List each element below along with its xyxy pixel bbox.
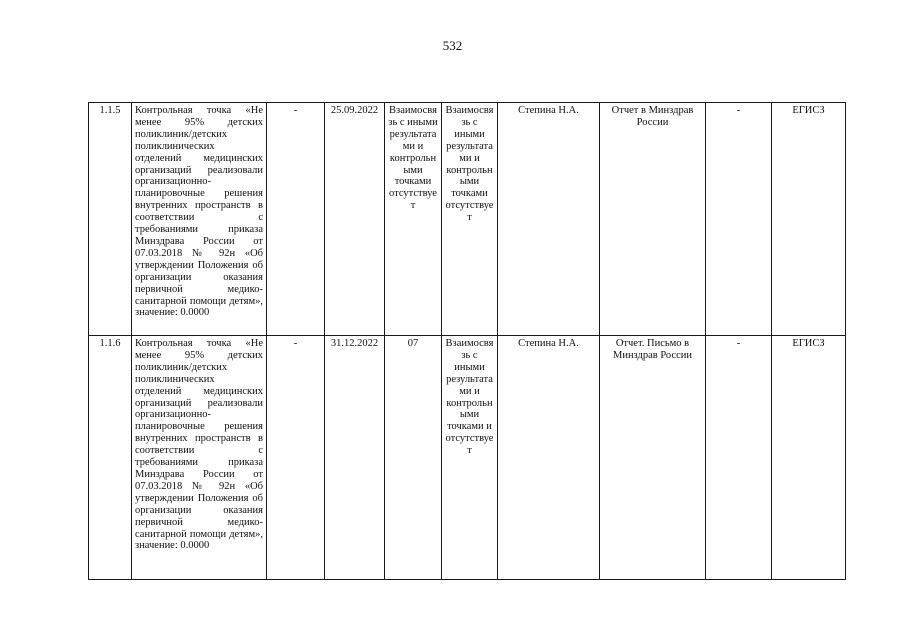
table-row	[89, 336, 846, 580]
level-cell: -	[706, 103, 772, 336]
document-cell: Отчет в Минздрав России	[600, 103, 706, 336]
relation-cell: Взаимосвязь с иными результатами и контрольными точками отсутствует	[442, 103, 498, 336]
start-date-cell: -	[267, 336, 325, 580]
level-cell: -	[706, 336, 772, 580]
start-date-cell: -	[267, 103, 325, 336]
description-cell: Контрольная точка «Не менее 95% детских поликлиник/детских поликлинических отделений медицинских организаций реализовали организационно-планировочные решения внутренних пространств в соответствии с требованиями приказа Минздрава России от 07.03.2018 № 92н «Об утверждении Положения об организации оказания первичной медико-санитарной помощи детям», значение: 0.0000	[132, 336, 267, 580]
relation-cell: Взаимосвязь с иными результатами и контрольными точками отсутствует	[385, 103, 442, 336]
row-number-cell: 1.1.5	[89, 103, 132, 336]
relation-cell: Взаимосвязь с иными результатами и контрольными точками и отсутствует	[442, 336, 498, 580]
page-number: 532	[442, 38, 463, 53]
control-points-table	[88, 102, 846, 580]
relation-cell: 07	[385, 336, 442, 580]
system-cell: ЕГИСЗ	[772, 103, 846, 336]
responsible-cell: Степина Н.А.	[498, 103, 600, 336]
document-cell: Отчет. Письмо в Минздрав России	[600, 336, 706, 580]
responsible-cell: Степина Н.А.	[498, 336, 600, 580]
row-number-cell: 1.1.6	[89, 336, 132, 580]
table-row	[89, 103, 846, 336]
system-cell: ЕГИСЗ	[772, 336, 846, 580]
end-date-cell: 25.09.2022	[325, 103, 385, 336]
end-date-cell: 31.12.2022	[325, 336, 385, 580]
description-cell: Контрольная точка «Не менее 95% детских поликлиник/детских поликлинических отделений медицинских организаций реализовали организационно-планировочные решения внутренних пространств в соответствии с требованиями приказа Минздрава России от 07.03.2018 № 92н «Об утверждении Положения об организации оказания первичной медико-санитарной помощи детям», значение: 0.0000	[132, 103, 267, 336]
